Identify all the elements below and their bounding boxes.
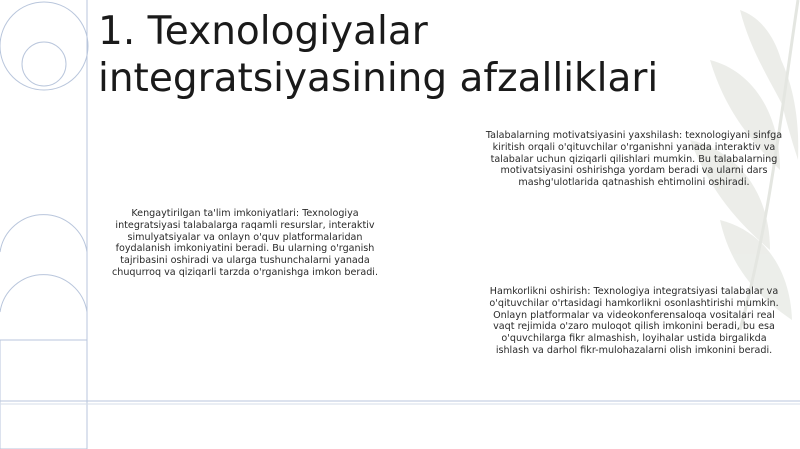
deco-circle-large xyxy=(0,2,88,90)
deco-arch-2 xyxy=(0,275,87,312)
deco-corner-box xyxy=(0,340,87,449)
slide-title: 1. Texnologiyalar integratsiyasining afzalliklari xyxy=(98,9,659,101)
text-block-motivation: Talabalarning motivatsiyasini yaxshilash: texnologiyani sinfga kiritish orqali o'qituvchilar o'rganishni yanada interaktiv va talabalar uchun qiziqarli qilishlari mumkin. Bu talabalarning motivatsiyasini oshirishga yordam beradi va ularni dars mashg'ulotlarida qatnashish ehtimolini oshiradi. xyxy=(485,130,783,189)
text-block-collaboration: Hamkorlikni oshirish: Texnologiya integratsiyasi talabalar va o'qituvchilar o'rtasidagi hamkorlikni osonlashtirishi mumkin. Onlayn platformalar va videokonferensaloqa vositalari real vaqt rejimida o'zaro muloqot qilish imkonini beradi, bu esa o'quvchilarga fikr almashish, loyihalar ustida birgalikda ishlash va darhol fikr-mulohazalarni olish imkonini beradi. xyxy=(489,286,779,356)
deco-circle-small xyxy=(22,42,66,86)
deco-arch-1 xyxy=(0,215,87,252)
text-block-learning-opportunities: Kengaytirilgan ta'lim imkoniyatlari: Texnologiya integratsiyasi talabalarga raqamli resurslar, interaktiv simulyatsiyalar va onlayn o'quv platformalaridan foydalanish imkoniyatini beradi. Bu ularning o'rganish tajribasini oshiradi va ularga tushunchalarni yanada chuqurroq va qiziqarli tarzda o'rganishga imkon beradi. xyxy=(111,208,379,278)
